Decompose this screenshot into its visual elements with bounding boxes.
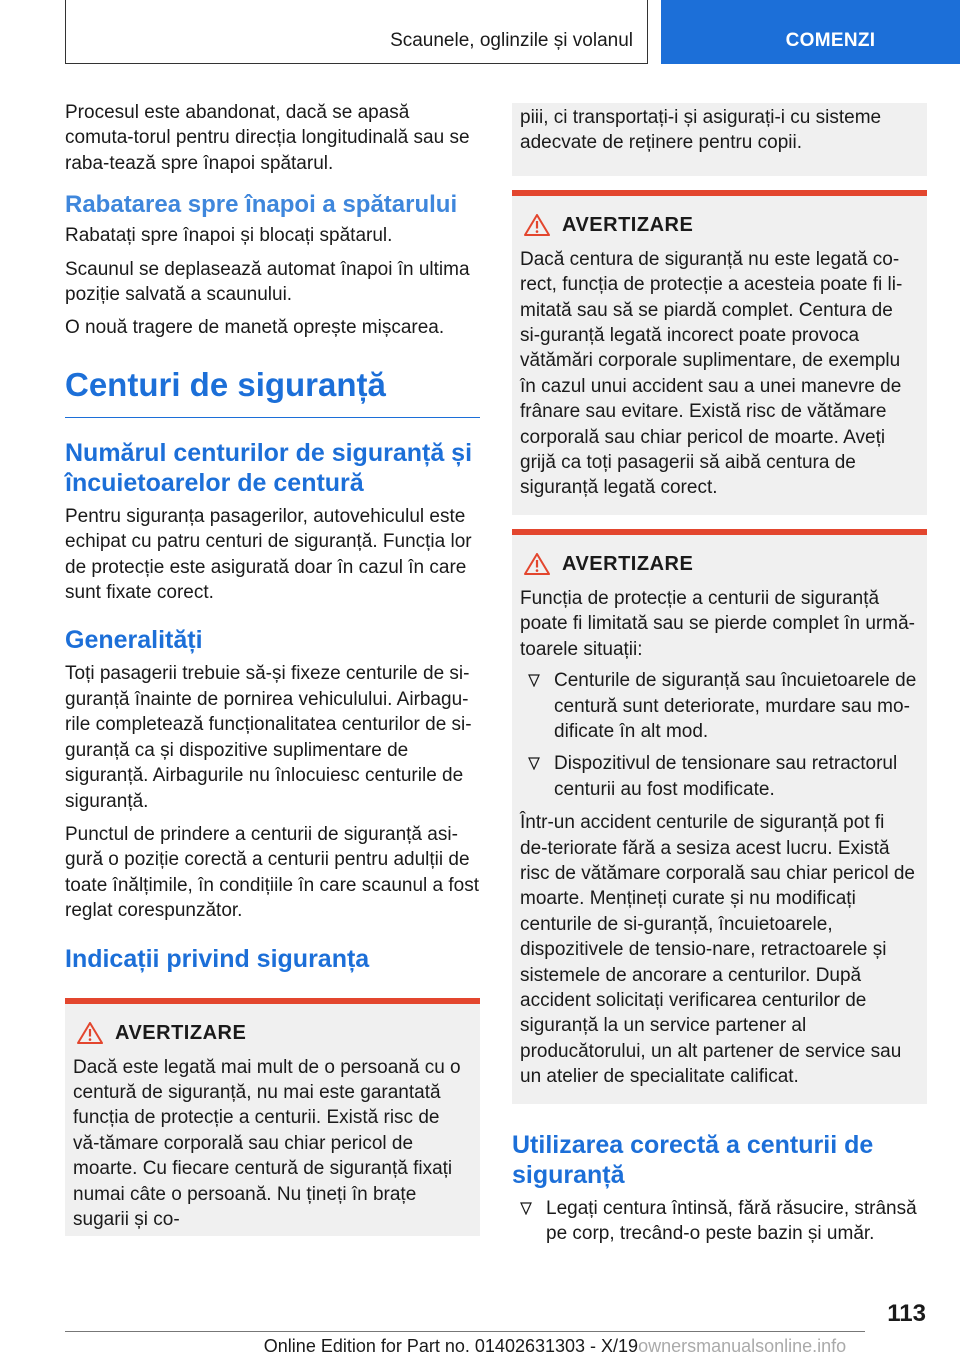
heading-utilizarea: Utilizarea corectă a centurii de siguranță [512, 1130, 874, 1189]
list-item-text: Dispozitivul de tensionare sau retractorul centurii au fost modificate. [554, 753, 898, 800]
footer-brand-watermark[interactable]: ownersmanualsonline.info [638, 1336, 847, 1356]
footer-divider [65, 1331, 865, 1332]
list-item [520, 668, 917, 744]
paragraph: O nouă tragere de manetă oprește mișcarea. [65, 317, 445, 339]
warning-text: Dacă este legată mai mult de o persoană cu o centură de siguranță, nu mai este garantată funcția de protecție a centurii. Există risc de vă-tămare corporală sau chiar pericol de moarte. Cu fiecare centură de siguranță fixați numai câte o persoană. Nu țineți în brațe sugarii și co- [73, 1056, 461, 1230]
section-title: Scaunele, oglinzile și volanul [390, 30, 633, 51]
bullet-triangle-icon [528, 674, 540, 687]
paragraph: Rabatați spre înapoi și blocați spătarul. [65, 225, 393, 247]
warning-bullet-list [520, 668, 917, 802]
list-item-text: Legați centura întinsă, fără răsucire, strânsă pe corp, trecând-o peste bazin și umăr. [546, 1197, 917, 1244]
bullet-list [512, 1196, 927, 1247]
paragraph: Pentru siguranța pasagerilor, autovehiculul este echipat cu patru centuri de siguranță. Funcția lor de protecție este asigurată doar în cazul în care sunt fixate corect. [65, 505, 472, 604]
heading-indicatii: Indicații privind siguranța [65, 944, 370, 973]
heading-centuri: Centuri de siguranță [65, 365, 480, 418]
warning-text: Dacă centura de siguranță nu este legată co-rect, funcția de protecție a acesteia poate fi li-mitată sau să se piardă complet. Centura de si-guranță legată incorect poate provoca vătămări corporale suplimentare, de exemplu în cazul unui accident sau a unei manevre de frânare sau evitare. Există risc de vătămare corporală sau chiar pericol de moarte. Aveți grijă ca toți pasagerii să aibă centura de siguranță legată corect. [520, 248, 903, 499]
footer-edition: Online Edition for Part no. 01402631303 - X/19 [263, 1336, 639, 1356]
bullet-triangle-icon [528, 757, 540, 770]
heading-numarul: Numărul centurilor de siguranță și încuietoarelor de centură [65, 438, 473, 497]
bullet-triangle-icon [520, 1202, 532, 1215]
footer [0, 1336, 960, 1357]
heading-generalitati: Generalități [65, 626, 203, 655]
heading-rabatarea: Rabatarea spre înapoi a spătarului [65, 191, 458, 219]
warning-continuation [512, 103, 927, 176]
chapter-tab [661, 0, 960, 64]
warning-triangle-icon [77, 1022, 103, 1044]
chapter-label: COMENZI [785, 30, 876, 51]
warning-triangle-icon [524, 214, 550, 236]
list-item [520, 751, 917, 802]
paragraph: Toți pasagerii trebuie să-și fixeze centurile de si-guranță înainte de pornirea vehiculului. Airbagu-rile completează funcționalitatea centurilor de si-guranță ca și dispozitive suplimentare de siguranță. Airbagurile nu înlocuiesc centurile de siguranță. [65, 663, 472, 812]
warning-text: Într-un accident centurile de siguranță pot fi de-teriorate fără a sesiza acest lucru. Există risc de vătămare corporală sau chiar pericol de moarte. Mențineți curate și nu modificați centurile de si-guranță, încuietoarele, dispozitivele de tensio-nare, retractoarele și sistemele de ancorare a centurilor. După accident solicitați verificarea centurilor de siguranță la un service partener al producătorului, un alt partener de service sau un atelier de specialitate calificat. [520, 812, 915, 1088]
warning-text: piii, ci transportați-i și asigurați-i cu sisteme adecvate de reținere pentru copii. [520, 107, 882, 154]
warning-title: AVERTIZARE [562, 552, 694, 575]
paragraph: Scaunul se deplasează automat înapoi în ultima poziție salvată a scaunului. [65, 258, 470, 306]
warning-text: Funcția de protecție a centurii de siguranță poate fi limitată sau se pierde complet în urmă-toarele situații: [520, 587, 915, 660]
left-column [65, 100, 480, 1236]
page-number: 113 [887, 1300, 926, 1327]
paragraph: Procesul este abandonat, dacă se apasă comuta-torul pentru direcția longitudinală sau se raba-tează spre înapoi spătarul. [65, 102, 470, 174]
header-section-box [65, 0, 648, 64]
list-item-text: Centurile de siguranță sau încuietoarele de centură sunt deteriorate, murdare sau mo-dificate în alt mod. [554, 670, 917, 742]
warning-title: AVERTIZARE [115, 1021, 247, 1044]
list-item [512, 1196, 927, 1247]
warning-triangle-icon [524, 553, 550, 575]
right-column [512, 103, 927, 1254]
warning-title: AVERTIZARE [562, 213, 694, 236]
warning-box [65, 998, 480, 1237]
paragraph: Punctul de prindere a centurii de siguranță asi-gură o poziție corectă a centurii pentru adulții de toate înălțimile, în condițiile în care scaunul a fost reglat corespunzător. [65, 823, 480, 922]
warning-box [512, 529, 927, 1104]
warning-box [512, 190, 927, 515]
